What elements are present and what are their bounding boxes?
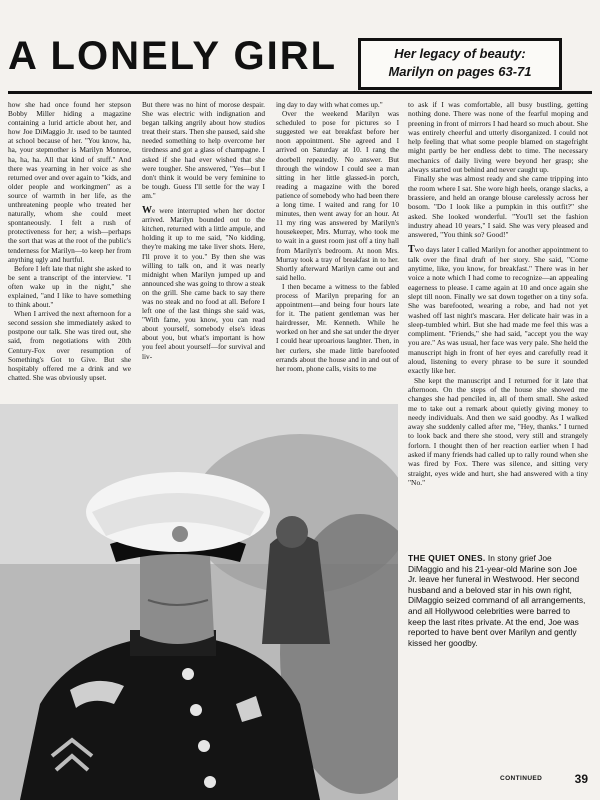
paragraph: She kept the manuscript and I returned for it late that afternoon. On the steps of the house she showed me changes she had penciled in, all of them small. She asked me to take out a remark about quietly giving money to needy individuals. And then we said goodby. As I walked away she suddenly called after me, "Hey, thanks." I turned to look back and there she stood, very still and strangely forlorn. I thought then of her reaction earlier when I had asked if many friends had called up to rally round when she was fired by Fox. There was silence, and sitting very straight, eyes wide and hurt, she had answered with a tiny "No." <box>408 375 588 487</box>
paragraph: ing day to day with what comes up." <box>276 100 383 109</box>
caption-text: In stony grief Joe DiMaggio and his 21-year-old Marine son Joe Jr. leave her funeral in Westwood. Her second husband and a beloved star in his own right, DiMaggio seized command of all arrangements, and all Hollywood celebrities were barred to keep the last rites private. At the end, Joe was reported to have bent over Marilyn and gently kissed her goodby. <box>408 553 586 648</box>
tagline-box <box>358 38 562 90</box>
paragraph: Finally she was almost ready and she came tripping into the room where I sat. She wore high heels, orange slacks, a brassiere, and held an orange blouse carelessly across her bosom. "Do I look like a pumpkin in this outfit?" she asked. She looked wonderful. "You'll set the fashion industry ahead 10 years," I said. She was very pleased and answered, "You think so? Good!" <box>408 174 588 240</box>
paragraph: I then became a witness to the fabled process of Marilyn preparing for an appointment—and being four hours late for it. The patient gentleman was her hairdresser, Mr. Kenneth. While he worked on her and she sat under the dryer I could hear uproarious laughter. Then, in her curlers, she made little barefooted errands about the house and in and out of her room, phone calls, visits to me <box>276 281 399 373</box>
drop-cap: T <box>408 244 415 256</box>
photo-caption <box>408 553 588 648</box>
tagline-line-2: Marilyn on pages 63-71 <box>388 64 532 79</box>
text-column-3 <box>276 100 399 416</box>
paragraph: Before I left late that night she asked to be sent a transcript of the interview. "I often wake up in the night," she explained, "and I like to have something to think about." <box>8 263 131 310</box>
headline-rule <box>8 91 592 94</box>
paragraph: how she had once found her stepson Bobby Miller hiding a magazine containing a lurid article about her, and how Joe DiMaggio Jr. used to be taunted at school because of her. "You know, ha, ha, your stepmother is Marilyn Monroe, ha, ha, ha. All that kind of stuff." And there was yearning in her voice as she returned over and over again to "kids, and older people and workingmen" as a source of warmth in her life, as the unthreatening people who treated her naturally, whom she could meet spontaneously. I felt a rush of protectiveness for her; a wish—perhaps the sort that was at the root of the public's tenderness for Marilyn—to keep her from anything ugly and hurtful. <box>8 100 131 264</box>
paragraph-text: wo days later I called Marilyn for another appointment to talk over the final draft of her story. She said, "Come anytime, like, you know, for breakfast." There was in her voice a note which I had come to recognize—an appealing eagerness to please. I came again at 10 and once again she slept till noon. Finally we sat down together on a tiny sofa. She was barefooted, wearing a robe, and had not yet washed off last night's mascara. Her delicate hair was in a sleep-tumbled whirl. But she had made me feel this was a compliment. "Friends," she had said, "accept you the way you are." As was usual, her face was very pale. She held the manuscript high in front of her eyes and carefully read it aloud, listening to every phrase to be sure it sounded exactly like her. <box>408 245 588 376</box>
tagline-line-1: Her legacy of beauty: <box>394 46 526 61</box>
caption-label: THE QUIET ONES. <box>408 553 486 563</box>
text-column-4 <box>408 100 588 552</box>
text-column-1 <box>8 100 131 400</box>
article-headline: A LONELY GIRL <box>8 34 338 78</box>
paragraph-text: e were interrupted when her doctor arrived. Marilyn bounded out to the kitchen, returned with a little ampule, and holding it up to me said, "No kidding, they're making me take liver shots. Here, I'll prove it to you." By then she was willing to talk on, and it was nearly midnight when Marilyn jumped up and announced she was going to throw a steak on the grill. She came back to say there was no steak and no food at all. Before I left one of the last things she said was, "With fame, you know, you can read about yourself, somebody else's ideas about you, but what's important is how you feel about yourself—for survival and liv- <box>142 206 265 361</box>
paragraph: When I arrived the next afternoon for a second session she immediately asked to postpone our talk. She was tired out, she said, from negotiations with 20th Century-Fox over resumption of Something's Got to Give. But she hospitably offered me a drink and we chatted. She was obviously upset. <box>8 309 131 382</box>
page-footer <box>408 772 588 788</box>
text-column-2 <box>142 100 265 400</box>
continued-label: CONTINUED <box>500 775 543 782</box>
photo-illustration <box>0 404 398 800</box>
paragraph <box>142 206 265 361</box>
paragraph: But there was no hint of morose despair. She was electric with indignation and began talking angrily about how studios treat their stars. Then she paused, said she needed something to help overcome her tiredness and got a glass of champagne. I asked if she had ever wished that she were tougher. She answered, "Yes—but I don't think it would be very feminine to be tough. Guess I'll settle for the way I am." <box>142 100 265 200</box>
paragraph <box>408 245 588 375</box>
drop-cap: W <box>142 205 152 217</box>
funeral-photo <box>0 404 398 800</box>
paragraph: to ask if I was comfortable, all busy bustling, getting nothing done. There was none of the fearful moping and preening in front of mirrors I had heard so much about. She was entirely cheerful and utterly disorganized. I could not help feeling that what some people blamed on stagefright might partly be her endless debt to time. The necessary mechanics of daily living were beyond her grasp; she always started out behind and never caught up. <box>408 100 588 175</box>
paragraph: Over the weekend Marilyn was scheduled to pose for pictures so I suggested we eat breakfast before her noon appointment. She agreed and I arrived on Saturday at 10. I rang the doorbell repeatedly. No answer. But through the window I could see a man sitting in her little glassed-in porch, reading a magazine with the bored patience of somebody who had been there a long time. I waited and rang for 10 minutes, then went away for an hour. At 11 my ring was answered by Marilyn's housekeeper, Mrs. Murray, who took me to wait in a guest room just off a tiny hall from Marilyn's bedroom. At noon Mrs. Murray took a tray of breakfast in to her. Shortly afterward Marilyn came out and said hello. <box>276 109 399 282</box>
page-number: 39 <box>574 772 588 786</box>
